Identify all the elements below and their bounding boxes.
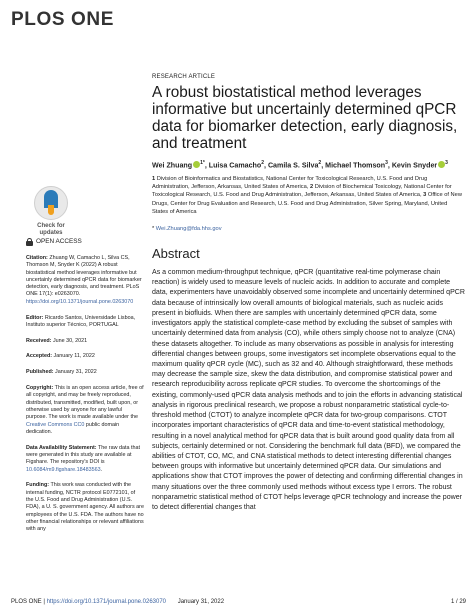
footer-separator: | [41,599,47,605]
author-separator: , [263,161,268,170]
article-title: A robust biostatistical method leverages informative but uncertainly determined qPCR data for biomarker detection, early diagnosis, and treatment [152,84,458,152]
published [26,369,144,376]
affiliation-number: 3 [423,192,427,199]
affiliation-text: Division of Bioinformatics and Biostatistics, National Center for Toxicological Research, U.S. Food and Drug Administration, Jefferson, Arkansas, United States of America, [152,176,428,191]
citation-text: Zhuang W, Camacho L, Silva CS, Thomson M, Snyder K (2022) A robust biostatistical method leverages informative but uncertainly determined qPCR data for biomarker detection, early diagnosis, and treatment. PLoS ONE 17(1): e0263070. [26,255,142,298]
journal-logo[interactable]: PLOS ONE [11,9,114,30]
received-label: Received: [26,337,52,344]
page-footer [11,599,466,605]
published-label: Published: [26,369,54,376]
funding-label: Funding: [26,482,50,489]
author-affiliation-marker: 2 [318,160,322,166]
open-access-badge [26,238,144,246]
article-info-sidebar [26,238,144,542]
accepted-label: Accepted: [26,353,53,360]
data-availability-tail: . [100,466,103,473]
data-availability [26,445,144,474]
funding-text: This work was conducted with the internal funding, NCTR protocol E0772101, of the U.S. Food and Drug Administration (U.S. FDA), a U. S. government agency. All authors are employees of the U.S. FDA. The authors have no other financial relationships or relevant affiliations with any [26,482,144,533]
author-separator: , [387,161,392,170]
accepted-date: January 11, 2022 [52,353,95,360]
email-prefix: * [152,226,156,232]
editor-label: Editor: [26,314,44,321]
affiliations [152,175,464,216]
open-access-label: OPEN ACCESS [36,238,82,246]
affiliation-text: Office of New Drugs, Center for Drug Evaluation and Research, U.S. Food and Drug Administration, Silver Spring, Maryland, United States of America [152,192,462,215]
citation-doi-link[interactable]: https://doi.org/10.1371/journal.pone.0263070 [26,298,134,305]
author-name[interactable]: Michael Thomson [325,161,386,170]
copyright-tail: public domain dedication. [26,421,120,435]
copyright [26,385,144,436]
author-name[interactable]: Wei Zhuang [152,161,193,170]
check-for-updates-icon [34,186,68,220]
footer-journal: PLOS ONE [11,599,42,605]
figshare-doi-link[interactable]: 10.6084/m9.figshare.18483563 [26,466,101,473]
open-lock-icon [26,238,33,246]
article-type: RESEARCH ARTICLE [152,74,216,80]
check-updates-line1: Check for [37,223,65,229]
data-availability-text: The raw data that were generated in this study are available at Figshare. The repository's DOI is [26,444,140,466]
affiliation-number: 2 [309,184,314,191]
author-name[interactable]: Camila S. Silva [267,161,319,170]
email-link[interactable]: Wei.Zhuang@fda.hhs.gov [155,226,222,232]
abstract-text: As a common medium-throughput technique, qPCR (quantitative real-time polymerase chain reaction) is widely used to measure levels of nucleic acids. In addition to accurate and complete data, experimenters have unavoidably observed some incomplete and uncertainly determined qPCR data because of intrinsically low overall amounts of biological materials, such as nucleic acids present in biofluids. When there are samples with uncertainly determined qPCR data, some investigators apply the statistical complete-case method by excluding the subset of samples with uncertainly determined data from analysis (CO), while others simply choose not to analyze (CNA) these datasets altogether. To include as many observations as possible in analysis for interesting differential changes between groups, some investigators set incomplete observations equal to the maximum quality qPCR cycle (MC), such as 32 and 40. Although straightforward, these methods may decrease the sample size, skew the data distribution, and compromise statistical power and research reproducibility across replicate qPCR studies. To overcome the shortcomings of the existing, commonly-used qPCR data analysis methods and to join the efforts in advancing statistical analysis in rigorous preclinical research, we propose a robust nonparametric statistical cycle-to-threshold method (CTOT) to analyze incomplete qPCR data for two-group comparisons. CTOT incorporates important characteristics of qPCR data and time-to-event statistical methodology, resulting in a novel analytical method for qPCR data that is built around good quality data from all subjects, certainly determined or not. Considering the benchmark full data (BFD), we compared the abilities of CTOT, CO, MC, and CNA statistical methods to detect interesting differential changes between groups with informative but uncertainly determined qPCR data. Our simulations and applications show that CTOT improves the power of detecting and confirming differential changes in many situations over the three commonly used methods without excess type I errors. The robust nonparametric statistical method of CTOT helps leverage qPCR technology and increase the power to detect differential changes that [152,269,465,512]
author-name[interactable]: Kevin Snyder [391,161,438,170]
author-separator: , [321,161,326,170]
page-number: 1 / 29 [450,599,466,605]
author-name[interactable]: Luisa Camacho [208,161,262,170]
author-affiliation-marker: 3 [385,160,388,166]
editor-text: Ricardo Santos, Universidade Lisboa, Instituto superior Técnico, PORTUGAL [26,314,136,328]
published-date: January 31, 2022 [53,369,97,376]
copyright-text: This is an open access article, free of all copyright, and may be freely reproduced, distributed, transmitted, modified, built upon, or otherwise used by anyone for any lawful purpose. The work is made available under the [26,385,144,421]
corresponding-email [152,226,222,232]
author-affiliation-marker: 3 [445,160,448,166]
author-list [152,158,464,170]
author-affiliation-marker: 1* [200,160,205,166]
check-updates-line2: updates [39,230,63,236]
footer-doi-link[interactable]: https://doi.org/10.1371/journal.pone.0263070 [46,599,167,605]
footer-date: January 31, 2022 [177,599,225,605]
abstract-heading: Abstract [152,246,200,261]
citation-label: Citation: [26,255,48,261]
editor [26,315,144,330]
accepted [26,353,144,360]
check-for-updates-badge[interactable] [26,186,76,242]
copyright-label: Copyright: [26,385,54,392]
data-availability-label: Data Availability Statement: [26,444,97,451]
cc0-link[interactable]: Creative Commons CC0 [26,421,85,428]
author-affiliation-marker: 2 [261,160,264,166]
affiliation-text: Division of Biochemical Toxicology, National Center for Toxicological Research, U.S. Food and Drug Administration, Jefferson, Arkansas, United States of America, [152,184,452,199]
citation [26,255,144,306]
affiliation-number: 1 [152,176,156,182]
funding [26,482,144,533]
received-date: June 30, 2021 [51,337,88,344]
received [26,338,144,345]
author-separator: , [204,161,209,170]
